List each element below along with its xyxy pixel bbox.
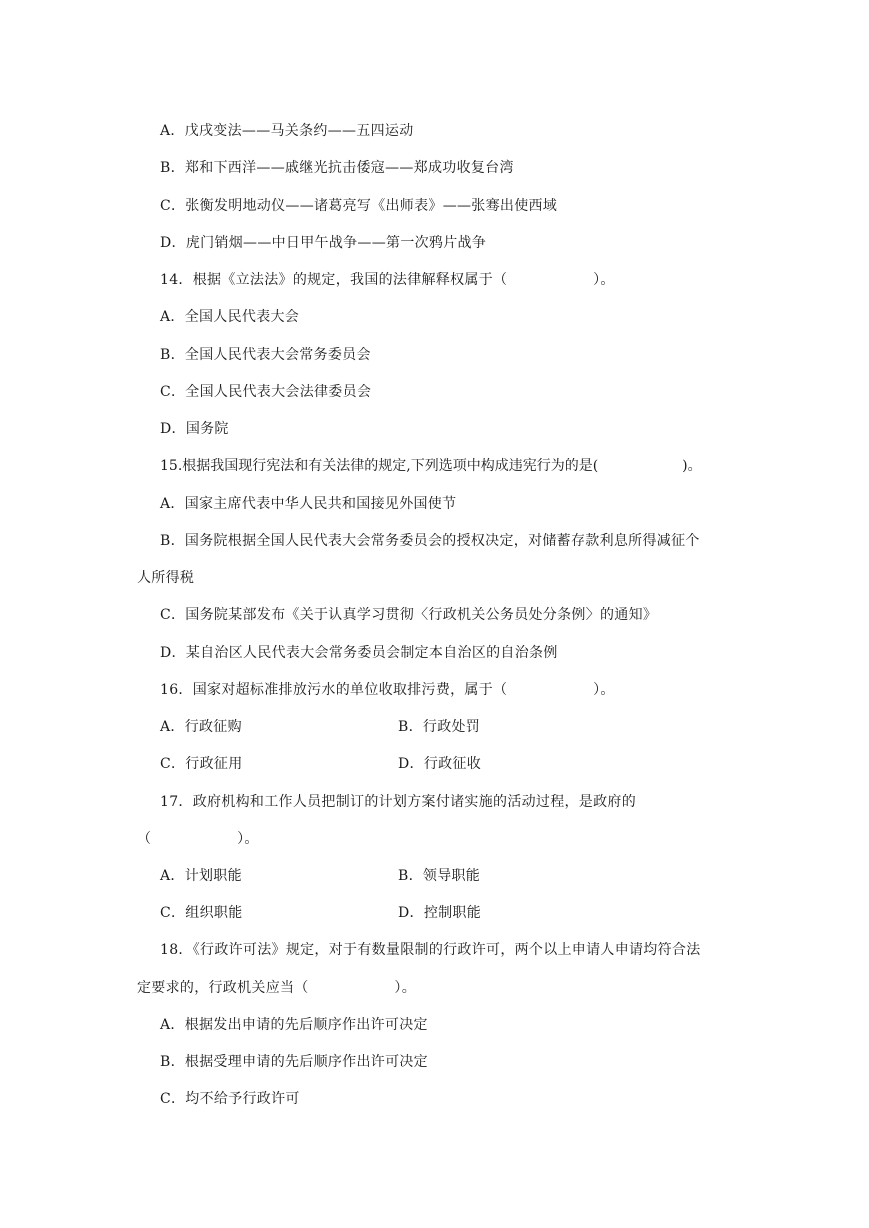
q14-stem: 14．根据《立法法》的规定，我国的法律解释权属于（ ）。: [160, 272, 615, 288]
q14-option-d: D．国务院: [160, 421, 229, 437]
q14-option-a: A．全国人民代表大会: [160, 309, 300, 325]
q15-option-b-line2: 人所得税: [137, 570, 195, 586]
q14-option-b: B．全国人民代表大会常务委员会: [160, 347, 371, 363]
q15-option-c: C．国务院某部发布《关于认真学习贯彻〈行政机关公务员处分条例〉的通知》: [160, 607, 658, 623]
q18-stem-line1: 18．《行政许可法》规定，对于有数量限制的行政许可，两个以上申请人申请均符合法: [160, 942, 701, 958]
q18-stem-line2: 定要求的，行政机关应当（ ）。: [137, 980, 416, 996]
q17-option-b: B．领导职能: [398, 868, 481, 884]
q18-option-a: A．根据发出申请的先后顺序作出许可决定: [160, 1017, 428, 1033]
q17-stem-line2: （ ）。: [137, 831, 259, 847]
q16-option-c: C．行政征用: [160, 756, 243, 772]
q18-option-c: C．均不给予行政许可: [160, 1091, 300, 1107]
q17-stem-line1: 17．政府机构和工作人员把制订的计划方案付诸实施的活动过程，是政府的: [160, 794, 637, 810]
q15-option-b-line1: B．国务院根据全国人民代表大会常务委员会的授权决定，对储蓄存款利息所得减征个: [160, 533, 700, 549]
q15-stem: 15.根据我国现行宪法和有关法律的规定,下列选项中构成违宪行为的是( )。: [160, 458, 702, 474]
prev-option-a: A．戊戌变法——马关条约——五四运动: [160, 123, 414, 139]
q15-option-a: A．国家主席代表中华人民共和国接见外国使节: [160, 496, 457, 512]
q16-option-b: B．行政处罚: [398, 719, 481, 735]
q18-option-b: B．根据受理申请的先后顺序作出许可决定: [160, 1054, 428, 1070]
q17-option-c: C．组织职能: [160, 905, 243, 921]
q16-option-a: A．行政征购: [160, 719, 242, 735]
prev-option-d: D．虎门销烟——中日甲午战争——第一次鸦片战争: [160, 235, 487, 251]
q16-option-d: D．行政征收: [398, 756, 482, 772]
q17-option-a: A．计划职能: [160, 868, 242, 884]
prev-option-c: C．张衡发明地动仪——诸葛亮写《出师表》——张骞出使西域: [160, 198, 558, 214]
q16-stem: 16．国家对超标准排放污水的单位收取排污费，属于（ ）。: [160, 682, 615, 698]
q14-option-c: C．全国人民代表大会法律委员会: [160, 384, 372, 400]
q17-option-d: D．控制职能: [398, 905, 482, 921]
prev-option-b: B．郑和下西洋——戚继光抗击倭寇——郑成功收复台湾: [160, 160, 514, 176]
q15-option-d: D．某自治区人民代表大会常务委员会制定本自治区的自治条例: [160, 645, 558, 661]
